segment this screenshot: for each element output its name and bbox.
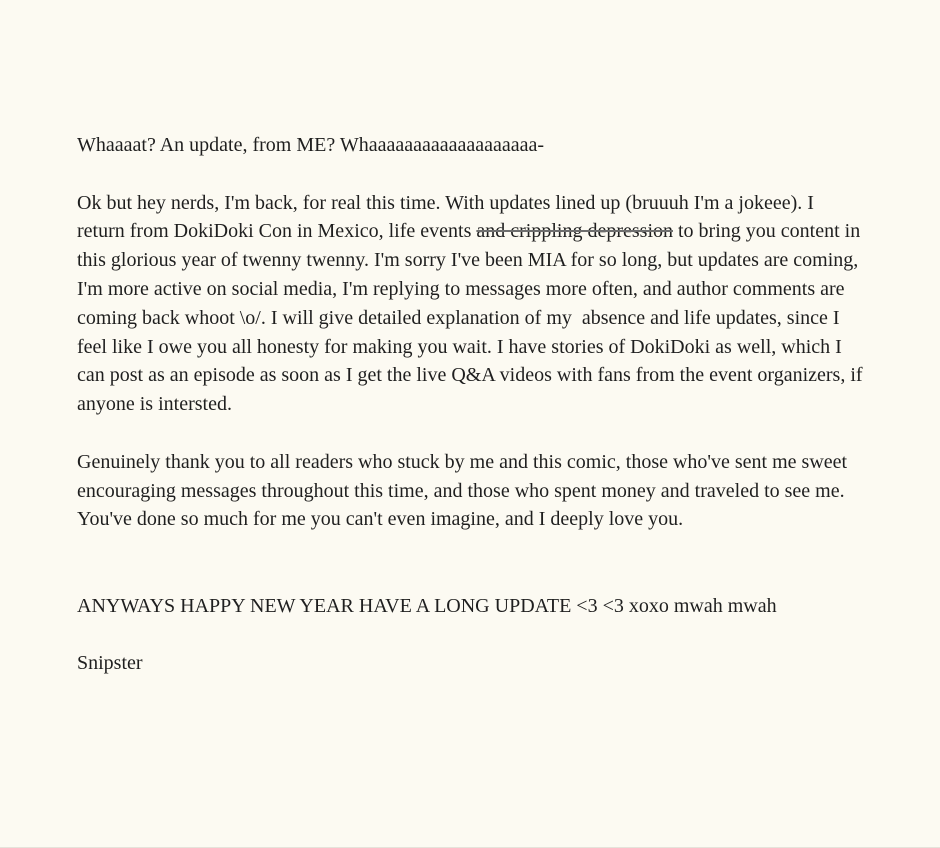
strikethrough-text: and crippling depression bbox=[476, 220, 673, 243]
note-new-year-line: ANYWAYS HAPPY NEW YEAR HAVE A LONG UPDATE <3 <3 xoxo mwah mwah bbox=[77, 594, 777, 617]
note-intro-line: Whaaaat? An update, from ME? Whaaaaaaaaaaaaaaaaaaa- bbox=[77, 134, 545, 156]
update-text-before-strike: Ok but hey nerds, I'm back, for real this time. With updates lined up (bruuuh I'm a jokeee). I return from DokiDoki Con in Mexico, life events bbox=[77, 191, 819, 243]
note-signature: Snipster bbox=[77, 652, 143, 675]
note-paragraph-thanks: Genuinely thank you to all readers who stuck by me and this comic, those who've sent me sweet encouraging messages throughout this time, and those who spent money and traveled to see me. You've done so much for me you can't even imagine, and I deeply love you. bbox=[77, 450, 853, 531]
update-text-after-strike: to bring you content in this glorious year of twenny twenny. I'm sorry I've been MIA for so long, but updates are coming, I'm more active on social media, I'm replying to messages more often, and author comments are coming back whoot \o/. I will give detailed explanation of my absence and life updates, since I feel like I owe you all honesty for making you wait. I have stories of DokiDoki as well, which I can post as an episode as soon as I get the live Q&A videos with fans from the event organizers, if anyone is intersted. bbox=[77, 220, 868, 416]
note-paragraph-update bbox=[77, 189, 868, 419]
